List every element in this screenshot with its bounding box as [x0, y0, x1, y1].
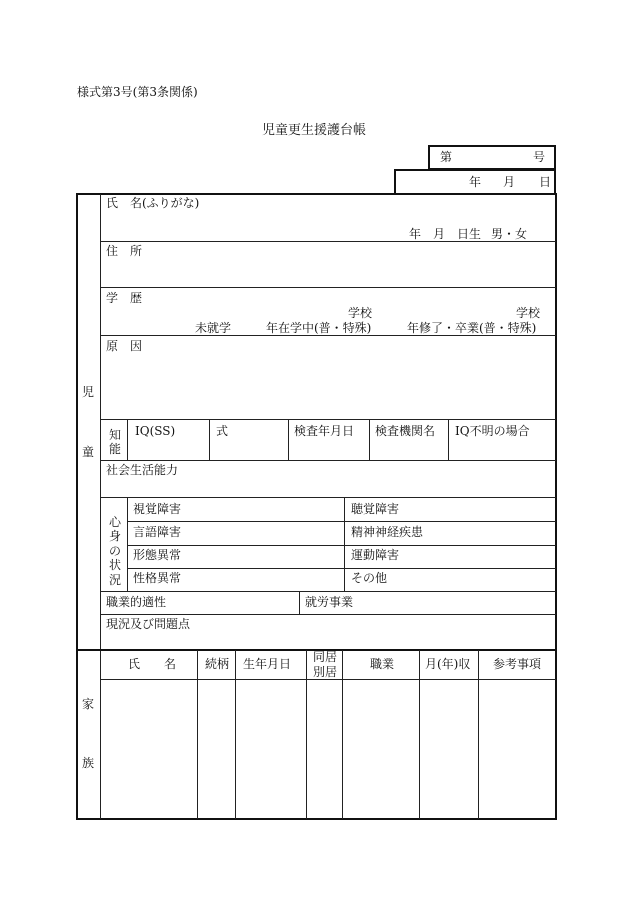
mind-body-side-label: 心身の状況: [108, 515, 121, 587]
family-col-doukyo: 同居: [313, 650, 338, 664]
page-title: 児童更生援護台帳: [262, 123, 367, 138]
sex-choice: 男・女: [491, 227, 528, 241]
name-label: 氏 名(ふりがな): [106, 196, 200, 210]
education-school-2: 学校: [516, 306, 541, 320]
education-zaigaku: 年在学中(普・特殊): [266, 321, 372, 335]
mind-body-left-0: 視覚障害: [133, 502, 182, 516]
mind-body-right-1: 精神神経疾患: [351, 525, 424, 539]
cause-label: 原 因: [106, 339, 143, 353]
job-aptitude-label: 職業的適性: [106, 595, 167, 609]
mind-body-left-2: 形態異常: [133, 548, 182, 562]
social-ability-label: 社会生活能力: [106, 463, 179, 477]
family-col-remarks: 参考事項: [493, 657, 542, 671]
shiki-label: 式: [216, 424, 229, 438]
family-col-name: 氏 名: [128, 657, 177, 671]
number-go: 号: [533, 150, 546, 164]
family-col-relation: 続柄: [205, 657, 230, 671]
side-label-ka: 家: [82, 697, 95, 711]
date-month: 月: [503, 175, 516, 189]
mind-body-right-0: 聴覚障害: [351, 502, 400, 516]
education-school-1: 学校: [348, 306, 373, 320]
family-col-birthdate: 生年月日: [243, 657, 292, 671]
employment-label: 就労事業: [305, 595, 354, 609]
birth-date: 年 月 日生: [409, 227, 482, 241]
education-label: 学 歴: [106, 291, 143, 305]
status-label: 現況及び問題点: [106, 617, 191, 631]
side-label-zoku: 族: [82, 756, 95, 770]
exam-org-label: 検査機関名: [375, 424, 436, 438]
education-shuryo: 年修了・卒業(普・特殊): [407, 321, 537, 335]
exam-date-label: 検査年月日: [294, 424, 355, 438]
mind-body-right-3: その他: [351, 571, 388, 585]
iq-label: IQ(SS): [135, 424, 176, 438]
family-col-occupation: 職業: [370, 657, 395, 671]
iq-unknown-label: IQ不明の場合: [455, 424, 530, 438]
number-dai: 第: [440, 150, 453, 164]
form-id: 様式第3号(第3条関係): [77, 85, 198, 99]
date-day: 日: [539, 175, 552, 189]
intellect-side-label: 知能: [108, 428, 121, 457]
family-col-bekkyo: 別居: [313, 665, 338, 679]
education-mishugaku: 未就学: [195, 321, 232, 335]
mind-body-left-3: 性格異常: [133, 571, 182, 585]
side-label-ji: 児: [82, 385, 95, 399]
mind-body-left-1: 言語障害: [133, 525, 182, 539]
family-col-income: 月(年)収: [425, 657, 471, 671]
mind-body-right-2: 運動障害: [351, 548, 400, 562]
address-label: 住 所: [106, 244, 143, 258]
side-label-dou: 童: [82, 445, 95, 459]
date-year: 年: [469, 175, 482, 189]
